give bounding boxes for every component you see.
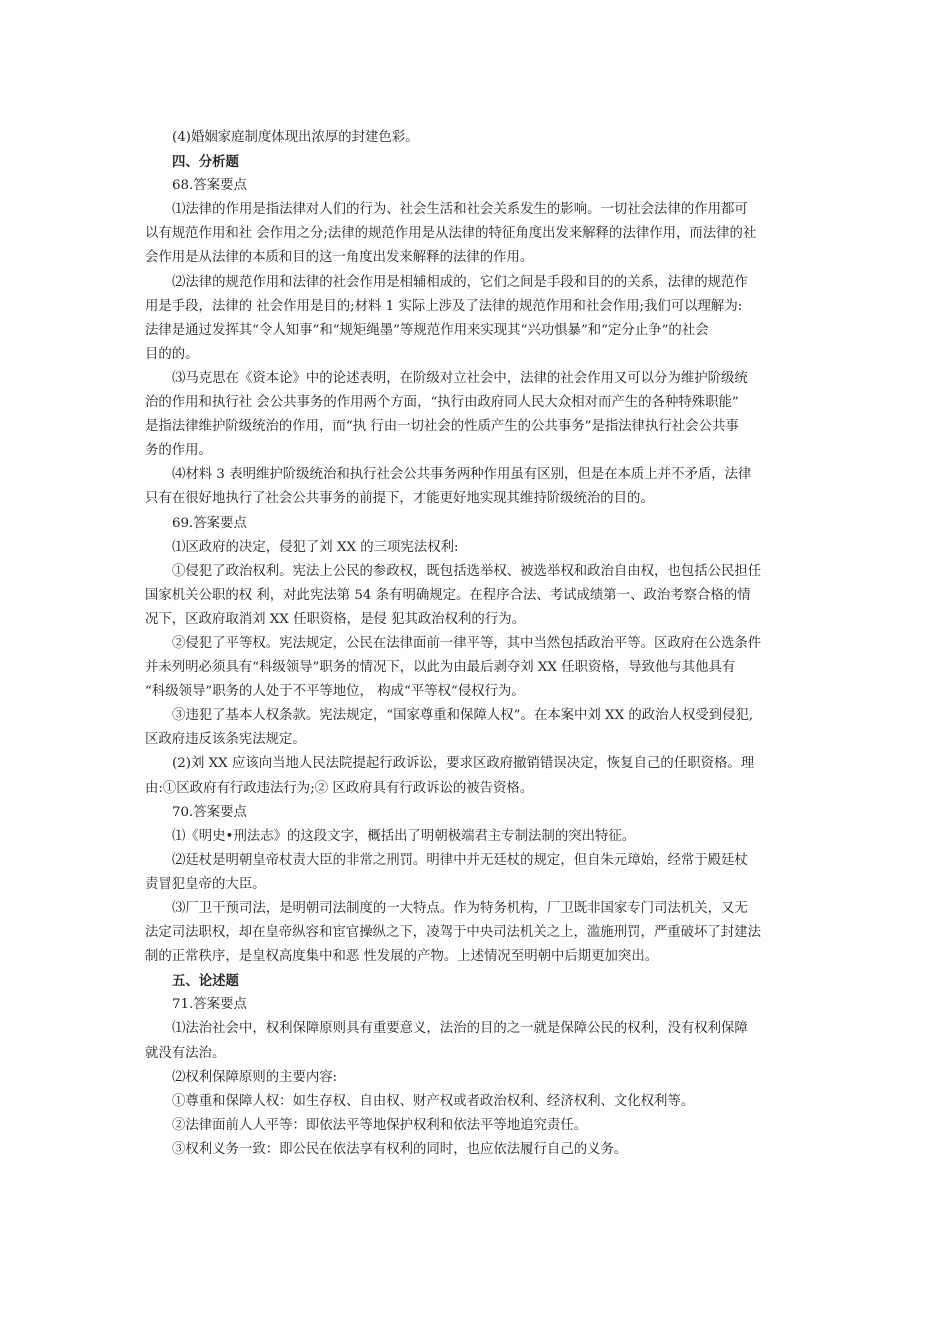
text-line: ⑴《明史•刑法志》的这段文字，概括出了明朝极端君主专制法制的突出特征。: [172, 828, 636, 844]
text-line: 71.答案要点: [172, 997, 247, 1013]
text-line: 是指法律维护阶级统治的作用，而“执 行由一切社会的性质产生的公共事务”是指法律执行社会公共事: [145, 419, 739, 435]
text-line: 法律是通过发挥其“令人知事”和“规矩绳墨”等规范作用来实现其“兴功惧暴”和“定分止争”的社会: [145, 322, 709, 338]
text-line: 务的作用。: [145, 443, 212, 459]
text-line: “科级领导”职务的人处于不平等地位， 构成“平等权”侵权行为。: [145, 684, 525, 700]
text-line: ③权利义务一致：即公民在依法享有权利的同时，也应依法履行自己的义务。: [172, 1141, 628, 1157]
text-line: ⑴法律的作用是指法律对人们的行为、社会生活和社会关系发生的影响。一切社会法律的作用都可: [172, 202, 748, 218]
text-line: ⑶厂卫干预司法，是明朝司法制度的一大特点。作为特务机构，厂卫既非国家专门司法机关，又无: [172, 901, 748, 916]
text-line: 目的的。: [145, 346, 199, 362]
text-line: ②侵犯了平等权。宪法规定，公民在法律面前一律平等，其中当然包括政治平等。区政府在公选条件: [172, 635, 762, 651]
text-line: 区政府违反该条宪法规定。: [145, 732, 306, 748]
text-line: 并未列明必须具有“科级领导”职务的情况下，以此为由最后剥夺刘 XX 任职资格，导致他与其他具有: [145, 660, 736, 676]
text-line: 法定司法职权，却在皇帝纵容和宦官操纵之下，凌驾于中央司法机关之上，滥施刑罚，严重破坏了封建法: [145, 925, 761, 941]
text-line: ①尊重和保障人权：如生存权、自由权、财产权或者政治权利、经济权利、文化权利等。: [172, 1093, 695, 1109]
text-line: 以有规范作用和社 会作用之分;法律的规范作用是从法律的特征角度出发来解释的法律作用，而法律的社: [145, 226, 757, 242]
text-line: ⑵权利保障原则的主要内容:: [172, 1069, 338, 1085]
text-line: ②法律面前人人平等：即依法平等地保护权利和依法平等地追究责任。: [172, 1117, 588, 1133]
text-line: 国家机关公职的权 利，对此宪法第 54 条有明确规定。在程序合法、考试成绩第一、政治考察合格的情: [145, 587, 751, 603]
text-line: 69.答案要点: [172, 515, 247, 531]
text-line: (2)刘 XX 应该向当地人民法院提起行政诉讼，要求区政府撤销错误决定，恢复自己的任职资格。理: [172, 756, 755, 772]
text-line: 会作用是从法律的本质和目的这一角度出发来解释的法律的作用。: [145, 250, 534, 266]
section-heading: 四、分析题: [172, 154, 239, 171]
text-line: ⑶马克思在《资本论》中的论述表明，在阶级对立社会中，法律的社会作用又可以分为维护阶级统: [172, 370, 748, 386]
text-line: ③违犯了基本人权条款。宪法规定，“国家尊重和保障人权”。在本案中刘 XX 的政治人权受到侵犯,: [172, 708, 754, 724]
text-line: ⑴法治社会中，权利保障原则具有重要意义，法治的目的之一就是保障公民的权利，没有权利保障: [172, 1021, 748, 1037]
text-line: 责冒犯皇帝的大臣。: [145, 876, 266, 892]
section-heading: 五、论述题: [172, 973, 239, 990]
document-body: [145, 126, 813, 1162]
text-line: ①侵犯了政治权利。宪法上公民的参政权，既包括选举权、被选举权和政治自由权，也包括公民担任: [172, 563, 762, 579]
text-line: (4)婚姻家庭制度体现出浓厚的封建色彩。: [172, 130, 419, 145]
text-line: 只有在很好地执行了社会公共事务的前提下，才能更好地实现其维持阶级统治的目的。: [145, 491, 654, 507]
text-line: ⑵法律的规范作用和法律的社会作用是相辅相成的，它们之间是手段和目的的关系，法律的规范作: [172, 274, 748, 290]
text-line: ⑷材料 3 表明维护阶级统治和执行社会公共事务两种作用虽有区别，但是在本质上并不矛盾，法律: [172, 467, 752, 483]
text-line: ⑴区政府的决定，侵犯了刘 XX 的三项宪法权利:: [172, 539, 459, 555]
text-line: 就没有法治。: [145, 1045, 226, 1061]
text-line: 治的作用和执行社 会公共事务的作用两个方面，“执行由政府同人民大众相对而产生的各种特殊职能”: [145, 395, 739, 411]
text-line: 由:①区政府有行政违法行为;② 区政府具有行政诉讼的被告资格。: [145, 780, 534, 796]
text-line: 制的正常秩序，是皇权高度集中和恶 性发展的产物。上述情况至明朝中后期更加突出。: [145, 949, 659, 965]
text-line: 况下，区政府取消刘 XX 任职资格，是侵 犯其政治权利的行为。: [145, 611, 525, 627]
text-line: 70.答案要点: [172, 804, 247, 820]
text-line: 68.答案要点: [172, 178, 247, 194]
text-line: 用是手段，法律的 社会作用是目的;材料 1 实际上涉及了法律的规范作用和社会作用;我们可以理解为:: [145, 298, 743, 314]
text-line: ⑵廷杖是明朝皇帝杖责大臣的非常之刑罚。明律中并无廷杖的规定，但自朱元璋始，经常于殿廷杖: [172, 852, 748, 868]
